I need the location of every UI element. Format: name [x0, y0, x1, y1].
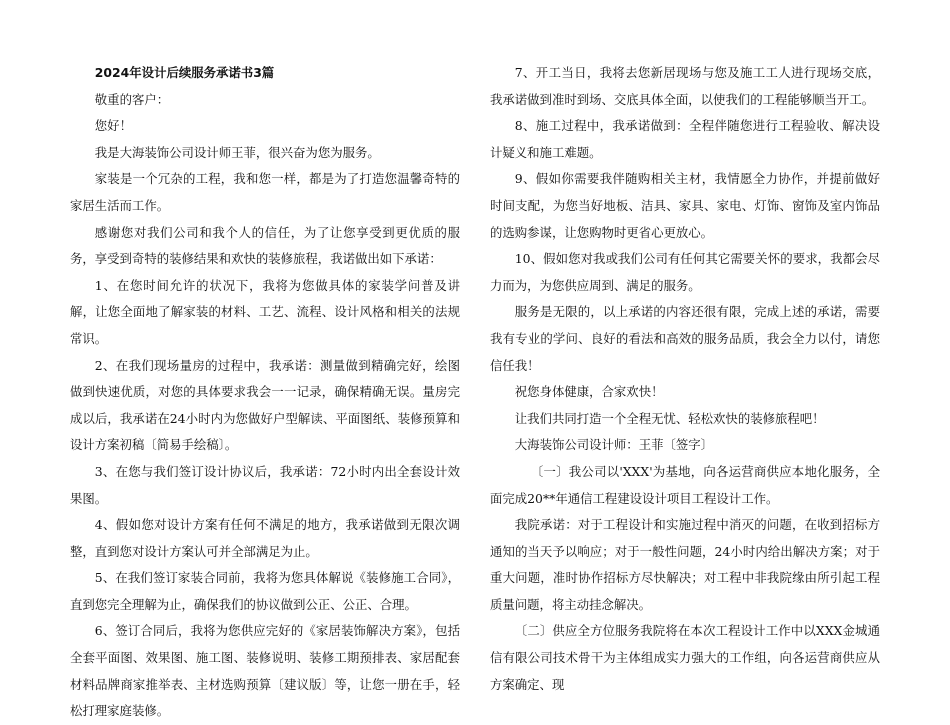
section-paragraph: 〔二〕供应全方位服务我院将在本次工程设计工作中以XXX金城通信有限公司技术骨干为主体组成实力强大的工作组，向各运营商供应从方案确定、现: [490, 623, 880, 692]
paragraph: 我院承诺：对于工程设计和实施过程中消灭的问题，在收到招标方通知的当天予以响应；对于一般性问题，24小时内给出解决方案；对于重大问题，准时协作招标方尽快解决；对工程中非我院缘由所引起工程质量问题，将主动挂念解决。: [490, 517, 880, 612]
promise-item: 3、在您与我们签订设计协议后，我承诺：72小时内出全套设计效果图。: [70, 463, 460, 506]
paragraph: 感谢您对我们公司和我个人的信任，为了让您享受到更优质的服务，享受到奇特的装修结果和欢快的装修旅程，我诺做出如下承诺：: [70, 224, 460, 267]
paragraph: 服务是无限的，以上承诺的内容还很有限，完成上述的承诺，需要我有专业的学问、良好的看法和高效的服务品质，我会全力以付，请您信任我！: [490, 304, 880, 373]
section-paragraph: 〔一〕我公司以'XXX'为基地，向各运营商供应本地化服务，全面完成20**年通信工程建设设计项目工程设计工作。: [490, 463, 880, 506]
promise-item: 10、假如您对我或我们公司有任何其它需要关怀的要求，我都会尽力而为，为您供应周到、满足的服务。: [490, 251, 880, 293]
greeting: 您好！: [94, 118, 132, 134]
promise-item: 5、在我们签订家装合同前，我将为您具体解说《装修施工合同》，直到您完全理解为止，确保我们的协议做到公正、公正、合理。: [70, 570, 460, 612]
paragraph: 我是大海装饰公司设计师王菲，很兴奋为您为服务。: [94, 144, 380, 160]
promise-item: 2、在我们现场量房的过程中，我承诺：测量做到精确完好，绘图做到快速优质，对您的具体要求我会一一记录，确保精确无误。量房完成以后，我承诺在24小时内为您做好户型解读、平面图纸、装修预算和设计方案初稿〔简易手绘稿〕。: [70, 357, 460, 453]
closing-wish: 祝您身体健康，合家欢快！: [514, 384, 664, 400]
signature-line: 大海装饰公司设计师：王菲〔签字〕: [514, 437, 714, 453]
salutation: 敬重的客户：: [94, 91, 170, 107]
promise-item: 4、假如您对设计方案有任何不满足的地方，我承诺做到无限次调整，直到您对设计方案认可并全部满足为止。: [70, 517, 460, 559]
left-column: [70, 60, 460, 725]
promise-item: 8、施工过程中，我承诺做到：全程伴随您进行工程验收、解决设计疑义和施工难题。: [490, 118, 880, 160]
promise-item: 1、在您时间允许的状况下，我将为您做具体的家装学问普及讲解，让您全面地了解家装的材料、工艺、流程、设计风格和相关的法规常识。: [70, 277, 460, 346]
promise-item: 6、签订合同后，我将为您供应完好的《家居装饰解决方案》，包括全套平面图、效果图、施工图、装修说明、装修工期预排表、家居配套材料品牌商家推举表、主材选购预算〔建议版〕等，让您一册在手，轻松打理家庭装修。: [70, 623, 460, 719]
right-column: [490, 60, 880, 698]
document-title: 2024年设计后续服务承诺书3篇: [94, 65, 275, 80]
promise-item: 9、假如你需要我伴随购相关主材，我情愿全力协作，并提前做好时间支配，为您当好地板、洁具、家具、家电、灯饰、窗饰及室内饰品的选购参谋，让您购物时更省心更放心。: [490, 171, 880, 240]
paragraph: 家装是一个冗杂的工程，我和您一样，都是为了打造您温馨奇特的家居生活而工作。: [70, 171, 460, 213]
promise-item: 7、开工当日，我将去您新居现场与您及施工工人进行现场交底，我承诺做到准时到场、交底具体全面，以使我们的工程能够顺当开工。: [490, 65, 880, 107]
closing-line: 让我们共同打造一个全程无忧、轻松欢快的装修旅程吧！: [514, 410, 825, 426]
